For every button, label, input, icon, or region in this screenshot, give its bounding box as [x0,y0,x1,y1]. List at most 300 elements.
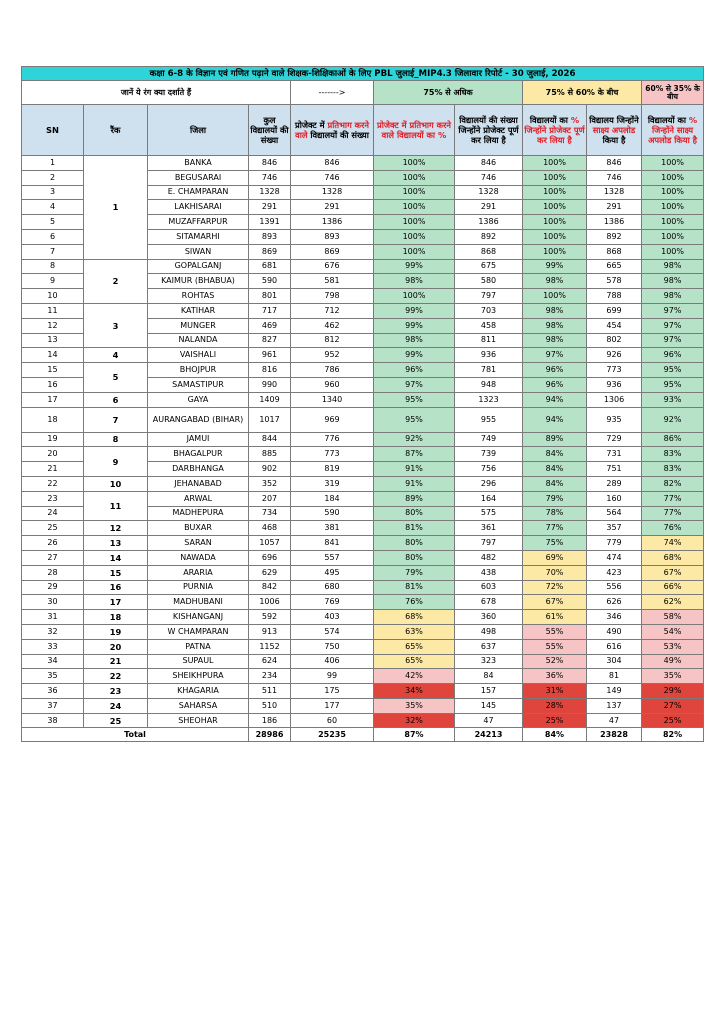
participating-pct-cell: 96% [374,363,455,378]
header-row [22,105,704,156]
uploaded-cell: 556 [587,580,642,595]
sn-cell: 2 [22,170,84,185]
header-uploaded-pct [642,105,704,156]
completed-cell: 811 [455,333,523,348]
completed-pct-cell: 100% [523,229,587,244]
participating-cell: 403 [291,610,374,625]
total-schools-cell: 207 [249,491,291,506]
header-sn: SN [22,105,84,156]
sn-cell: 9 [22,274,84,289]
participating-cell: 1340 [291,392,374,407]
rank-cell: 22 [84,669,148,684]
rank-cell: 17 [84,595,148,610]
total-schools-cell: 846 [249,156,291,171]
participating-pct-cell: 42% [374,669,455,684]
rank-cell: 10 [84,476,148,491]
district-cell: SHEOHAR [148,713,249,728]
completed-cell: 323 [455,654,523,669]
uploaded-pct-cell: 54% [642,624,704,639]
district-cell: PATNA [148,639,249,654]
rank-cell: 7 [84,407,148,432]
total-schools-cell: 893 [249,229,291,244]
participating-cell: 960 [291,377,374,392]
uploaded-cell: 137 [587,698,642,713]
sn-cell: 1 [22,156,84,171]
uploaded-cell: 474 [587,550,642,565]
uploaded-cell: 935 [587,407,642,432]
completed-pct-cell: 94% [523,407,587,432]
sn-cell: 32 [22,624,84,639]
table-row [22,348,704,363]
total-schools-cell: 681 [249,259,291,274]
completed-pct-cell: 55% [523,639,587,654]
completed-pct-cell: 100% [523,215,587,230]
district-cell: SUPAUL [148,654,249,669]
uploaded-pct-cell: 83% [642,447,704,462]
table-row [22,669,704,684]
rank-cell: 8 [84,432,148,447]
completed-cell: 438 [455,565,523,580]
legend-yellow: 75% से 60% के बीच [523,81,642,105]
district-cell: BHAGALPUR [148,447,249,462]
legend-label: जानें ये रंग क्या दर्शाते हैं [22,81,291,105]
completed-pct-cell: 100% [523,244,587,259]
district-cell: W CHAMPARAN [148,624,249,639]
participating-cell: 819 [291,462,374,477]
participating-cell: 574 [291,624,374,639]
completed-cell: 603 [455,580,523,595]
district-cell: ARARIA [148,565,249,580]
uploaded-pct-cell: 86% [642,432,704,447]
rank-cell: 19 [84,624,148,639]
uploaded-pct-cell: 92% [642,407,704,432]
participating-cell: 869 [291,244,374,259]
participating-pct-cell: 32% [374,713,455,728]
rank-cell: 20 [84,639,148,654]
uploaded-pct-cell: 27% [642,698,704,713]
uploaded-cell: 346 [587,610,642,625]
district-cell: MADHEPURA [148,506,249,521]
sn-cell: 25 [22,521,84,536]
district-cell: PURNIA [148,580,249,595]
table-row [22,491,704,506]
completed-cell: 739 [455,447,523,462]
participating-pct-cell: 100% [374,289,455,304]
participating-pct-cell: 97% [374,377,455,392]
uploaded-cell: 746 [587,170,642,185]
uploaded-cell: 47 [587,713,642,728]
participating-pct-cell: 91% [374,462,455,477]
completed-cell: 1386 [455,215,523,230]
sn-cell: 30 [22,595,84,610]
sn-cell: 7 [22,244,84,259]
participating-pct-cell: 91% [374,476,455,491]
rank-cell: 18 [84,610,148,625]
completed-cell: 575 [455,506,523,521]
legend-arrow: -------> [291,81,374,105]
uploaded-pct-cell: 97% [642,318,704,333]
participating-cell: 676 [291,259,374,274]
completed-pct-cell: 100% [523,289,587,304]
uploaded-pct-cell: 100% [642,244,704,259]
district-cell: GOPALGANJ [148,259,249,274]
district-cell: AURANGABAD (BIHAR) [148,407,249,432]
total-schools-cell: 1057 [249,536,291,551]
participating-pct-cell: 99% [374,318,455,333]
uploaded-pct-cell: 76% [642,521,704,536]
completed-cell: 797 [455,536,523,551]
rank-cell: 6 [84,392,148,407]
table-row [22,536,704,551]
uploaded-cell: 729 [587,432,642,447]
participating-cell: 495 [291,565,374,580]
sn-cell: 33 [22,639,84,654]
participating-cell: 952 [291,348,374,363]
uploaded-pct-cell: 95% [642,363,704,378]
participating-cell: 291 [291,200,374,215]
rank-cell: 5 [84,363,148,393]
district-cell: DARBHANGA [148,462,249,477]
rank-cell: 14 [84,550,148,565]
district-cell: BEGUSARAI [148,170,249,185]
total-schools-cell: 468 [249,521,291,536]
completed-pct-total: 84% [523,728,587,742]
participating-cell: 1328 [291,185,374,200]
uploaded-pct-cell: 100% [642,170,704,185]
table-row [22,565,704,580]
rank-cell: 1 [84,156,148,260]
uploaded-pct-cell: 74% [642,536,704,551]
completed-pct-cell: 98% [523,318,587,333]
completed-cell: 360 [455,610,523,625]
report-title: कक्षा 6-8 के विज्ञान एवं गणित पढ़ाने वाले शिक्षक-शिक्षिकाओं के लिए PBL जुलाई_MIP4.3 जिलावार रिपोर्ट - 30 जुलाई, 2026 [22,67,704,81]
participating-pct-cell: 81% [374,580,455,595]
completed-cell: 47 [455,713,523,728]
table-row [22,684,704,699]
participating-pct-cell: 65% [374,654,455,669]
completed-cell: 637 [455,639,523,654]
participating-pct-cell: 98% [374,274,455,289]
completed-pct-cell: 99% [523,259,587,274]
uploaded-cell: 357 [587,521,642,536]
uploaded-pct-cell: 29% [642,684,704,699]
header-completed: विद्यालयों की संख्या जिन्होंने प्रोजेक्ट पूर्ण कर लिया है [455,105,523,156]
header-uploaded-c: किया है [602,135,626,145]
total-schools-cell: 816 [249,363,291,378]
completed-pct-cell: 70% [523,565,587,580]
table-row [22,447,704,462]
header-completed-pct-a: विद्यालयों का [529,115,568,125]
uploaded-cell: 1306 [587,392,642,407]
district-cell: ROHTAS [148,289,249,304]
uploaded-pct-cell: 35% [642,669,704,684]
uploaded-pct-cell: 77% [642,491,704,506]
completed-pct-cell: 89% [523,432,587,447]
uploaded-pct-cell: 100% [642,185,704,200]
total-schools-cell: 1391 [249,215,291,230]
completed-cell: 675 [455,259,523,274]
completed-pct-cell: 98% [523,333,587,348]
uploaded-pct-cell: 97% [642,303,704,318]
total-schools-cell: 352 [249,476,291,491]
participating-pct-total: 87% [374,728,455,742]
completed-cell: 846 [455,156,523,171]
sn-cell: 13 [22,333,84,348]
district-cell: NALANDA [148,333,249,348]
participating-cell: 893 [291,229,374,244]
total-schools-cell: 734 [249,506,291,521]
completed-cell: 291 [455,200,523,215]
completed-cell: 482 [455,550,523,565]
participating-cell: 381 [291,521,374,536]
completed-pct-cell: 69% [523,550,587,565]
district-cell: SITAMARHI [148,229,249,244]
sn-cell: 20 [22,447,84,462]
completed-pct-cell: 98% [523,274,587,289]
total-schools-cell: 885 [249,447,291,462]
table-row [22,521,704,536]
uploaded-pct-cell: 98% [642,259,704,274]
sn-cell: 22 [22,476,84,491]
table-row [22,303,704,318]
uploaded-pct-cell: 93% [642,392,704,407]
district-cell: JEHANABAD [148,476,249,491]
header-total-schools: कुल विद्यालयों की संख्या [249,105,291,156]
uploaded-pct-cell: 49% [642,654,704,669]
total-schools-total: 28986 [249,728,291,742]
uploaded-cell: 699 [587,303,642,318]
participating-pct-cell: 89% [374,491,455,506]
total-schools-cell: 801 [249,289,291,304]
sn-cell: 23 [22,491,84,506]
completed-cell: 955 [455,407,523,432]
completed-pct-cell: 98% [523,303,587,318]
completed-cell: 868 [455,244,523,259]
table-row [22,550,704,565]
legend-pink: 60% से 35% के बीच [642,81,704,105]
completed-cell: 781 [455,363,523,378]
participating-pct-cell: 92% [374,432,455,447]
uploaded-cell: 564 [587,506,642,521]
participating-pct-cell: 35% [374,698,455,713]
district-cell: MADHUBANI [148,595,249,610]
uploaded-pct-cell: 83% [642,462,704,477]
uploaded-pct-cell: 100% [642,156,704,171]
completed-pct-cell: 100% [523,185,587,200]
rank-cell: 4 [84,348,148,363]
table-row [22,432,704,447]
total-row [22,728,704,742]
district-cell: KHAGARIA [148,684,249,699]
district-cell: VAISHALI [148,348,249,363]
total-schools-cell: 902 [249,462,291,477]
participating-cell: 750 [291,639,374,654]
completed-pct-cell: 100% [523,170,587,185]
participating-pct-cell: 100% [374,229,455,244]
uploaded-pct-total: 82% [642,728,704,742]
participating-pct-cell: 100% [374,156,455,171]
uploaded-cell: 626 [587,595,642,610]
participating-pct-cell: 79% [374,565,455,580]
rank-cell: 15 [84,565,148,580]
sn-cell: 4 [22,200,84,215]
participating-cell: 969 [291,407,374,432]
completed-cell: 157 [455,684,523,699]
legend-row [22,81,704,105]
participating-pct-cell: 65% [374,639,455,654]
participating-pct-cell: 100% [374,170,455,185]
sn-cell: 24 [22,506,84,521]
completed-cell: 948 [455,377,523,392]
uploaded-cell: 304 [587,654,642,669]
participating-cell: 773 [291,447,374,462]
total-schools-cell: 234 [249,669,291,684]
header-participating [291,105,374,156]
participating-pct-cell: 98% [374,333,455,348]
uploaded-cell: 616 [587,639,642,654]
uploaded-cell: 454 [587,318,642,333]
completed-cell: 678 [455,595,523,610]
participating-cell: 776 [291,432,374,447]
table-row [22,407,704,432]
completed-cell: 1328 [455,185,523,200]
completed-pct-cell: 52% [523,654,587,669]
total-schools-cell: 469 [249,318,291,333]
completed-cell: 756 [455,462,523,477]
table-row [22,580,704,595]
table-row [22,363,704,378]
completed-cell: 296 [455,476,523,491]
rank-cell: 9 [84,447,148,477]
total-schools-cell: 510 [249,698,291,713]
uploaded-cell: 926 [587,348,642,363]
rank-cell: 24 [84,698,148,713]
sn-cell: 6 [22,229,84,244]
district-cell: BHOJPUR [148,363,249,378]
uploaded-cell: 160 [587,491,642,506]
uploaded-pct-cell: 62% [642,595,704,610]
completed-cell: 746 [455,170,523,185]
participating-cell: 590 [291,506,374,521]
header-district: जिला [148,105,249,156]
sn-cell: 16 [22,377,84,392]
district-cell: ARWAL [148,491,249,506]
table-row [22,595,704,610]
total-schools-cell: 827 [249,333,291,348]
total-schools-cell: 1152 [249,639,291,654]
sn-cell: 36 [22,684,84,699]
header-participating-pct-a: प्रोजेक्ट में प्रतिभाग करने वाले विद्यालयों का [377,120,451,140]
district-cell: LAKHISARAI [148,200,249,215]
uploaded-pct-cell: 98% [642,289,704,304]
sn-cell: 18 [22,407,84,432]
total-schools-cell: 990 [249,377,291,392]
total-schools-cell: 1006 [249,595,291,610]
participating-pct-cell: 99% [374,259,455,274]
header-participating-a: प्रोजेक्ट में [295,120,325,130]
completed-cell: 145 [455,698,523,713]
participating-pct-cell: 80% [374,506,455,521]
completed-cell: 892 [455,229,523,244]
rank-cell: 2 [84,259,148,303]
completed-pct-cell: 75% [523,536,587,551]
table-row [22,259,704,274]
district-cell: SAMASTIPUR [148,377,249,392]
participating-cell: 1386 [291,215,374,230]
uploaded-total: 23828 [587,728,642,742]
participating-pct-cell: 100% [374,215,455,230]
uploaded-cell: 1328 [587,185,642,200]
uploaded-pct-cell: 77% [642,506,704,521]
uploaded-cell: 936 [587,377,642,392]
table-row [22,156,704,171]
uploaded-cell: 846 [587,156,642,171]
completed-pct-cell: 61% [523,610,587,625]
completed-pct-cell: 97% [523,348,587,363]
total-schools-cell: 717 [249,303,291,318]
uploaded-cell: 1386 [587,215,642,230]
completed-total: 24213 [455,728,523,742]
uploaded-cell: 868 [587,244,642,259]
total-schools-cell: 624 [249,654,291,669]
uploaded-pct-cell: 96% [642,348,704,363]
title-row [22,67,704,81]
total-schools-cell: 842 [249,580,291,595]
sn-cell: 12 [22,318,84,333]
completed-cell: 84 [455,669,523,684]
district-cell: SHEIKHPURA [148,669,249,684]
rank-cell: 13 [84,536,148,551]
rank-cell: 12 [84,521,148,536]
table-row [22,610,704,625]
completed-pct-cell: 84% [523,462,587,477]
total-schools-cell: 1328 [249,185,291,200]
uploaded-pct-cell: 66% [642,580,704,595]
participating-cell: 462 [291,318,374,333]
sn-cell: 29 [22,580,84,595]
district-cell: MUZAFFARPUR [148,215,249,230]
completed-pct-cell: 84% [523,476,587,491]
uploaded-pct-cell: 58% [642,610,704,625]
sn-cell: 10 [22,289,84,304]
uploaded-cell: 892 [587,229,642,244]
completed-pct-cell: 25% [523,713,587,728]
total-schools-cell: 961 [249,348,291,363]
completed-cell: 703 [455,303,523,318]
sn-cell: 3 [22,185,84,200]
uploaded-cell: 291 [587,200,642,215]
district-cell: SAHARSA [148,698,249,713]
participating-pct-cell: 76% [374,595,455,610]
completed-pct-cell: 79% [523,491,587,506]
sn-cell: 34 [22,654,84,669]
participating-pct-cell: 87% [374,447,455,462]
participating-cell: 712 [291,303,374,318]
participating-cell: 746 [291,170,374,185]
participating-cell: 786 [291,363,374,378]
total-schools-cell: 1017 [249,407,291,432]
completed-pct-cell: 100% [523,200,587,215]
district-cell: KAIMUR (BHABUA) [148,274,249,289]
uploaded-cell: 423 [587,565,642,580]
header-rank: रैंक [84,105,148,156]
uploaded-cell: 490 [587,624,642,639]
district-cell: SARAN [148,536,249,551]
district-report-sheet [21,66,703,742]
sn-cell: 19 [22,432,84,447]
uploaded-pct-cell: 82% [642,476,704,491]
uploaded-cell: 788 [587,289,642,304]
